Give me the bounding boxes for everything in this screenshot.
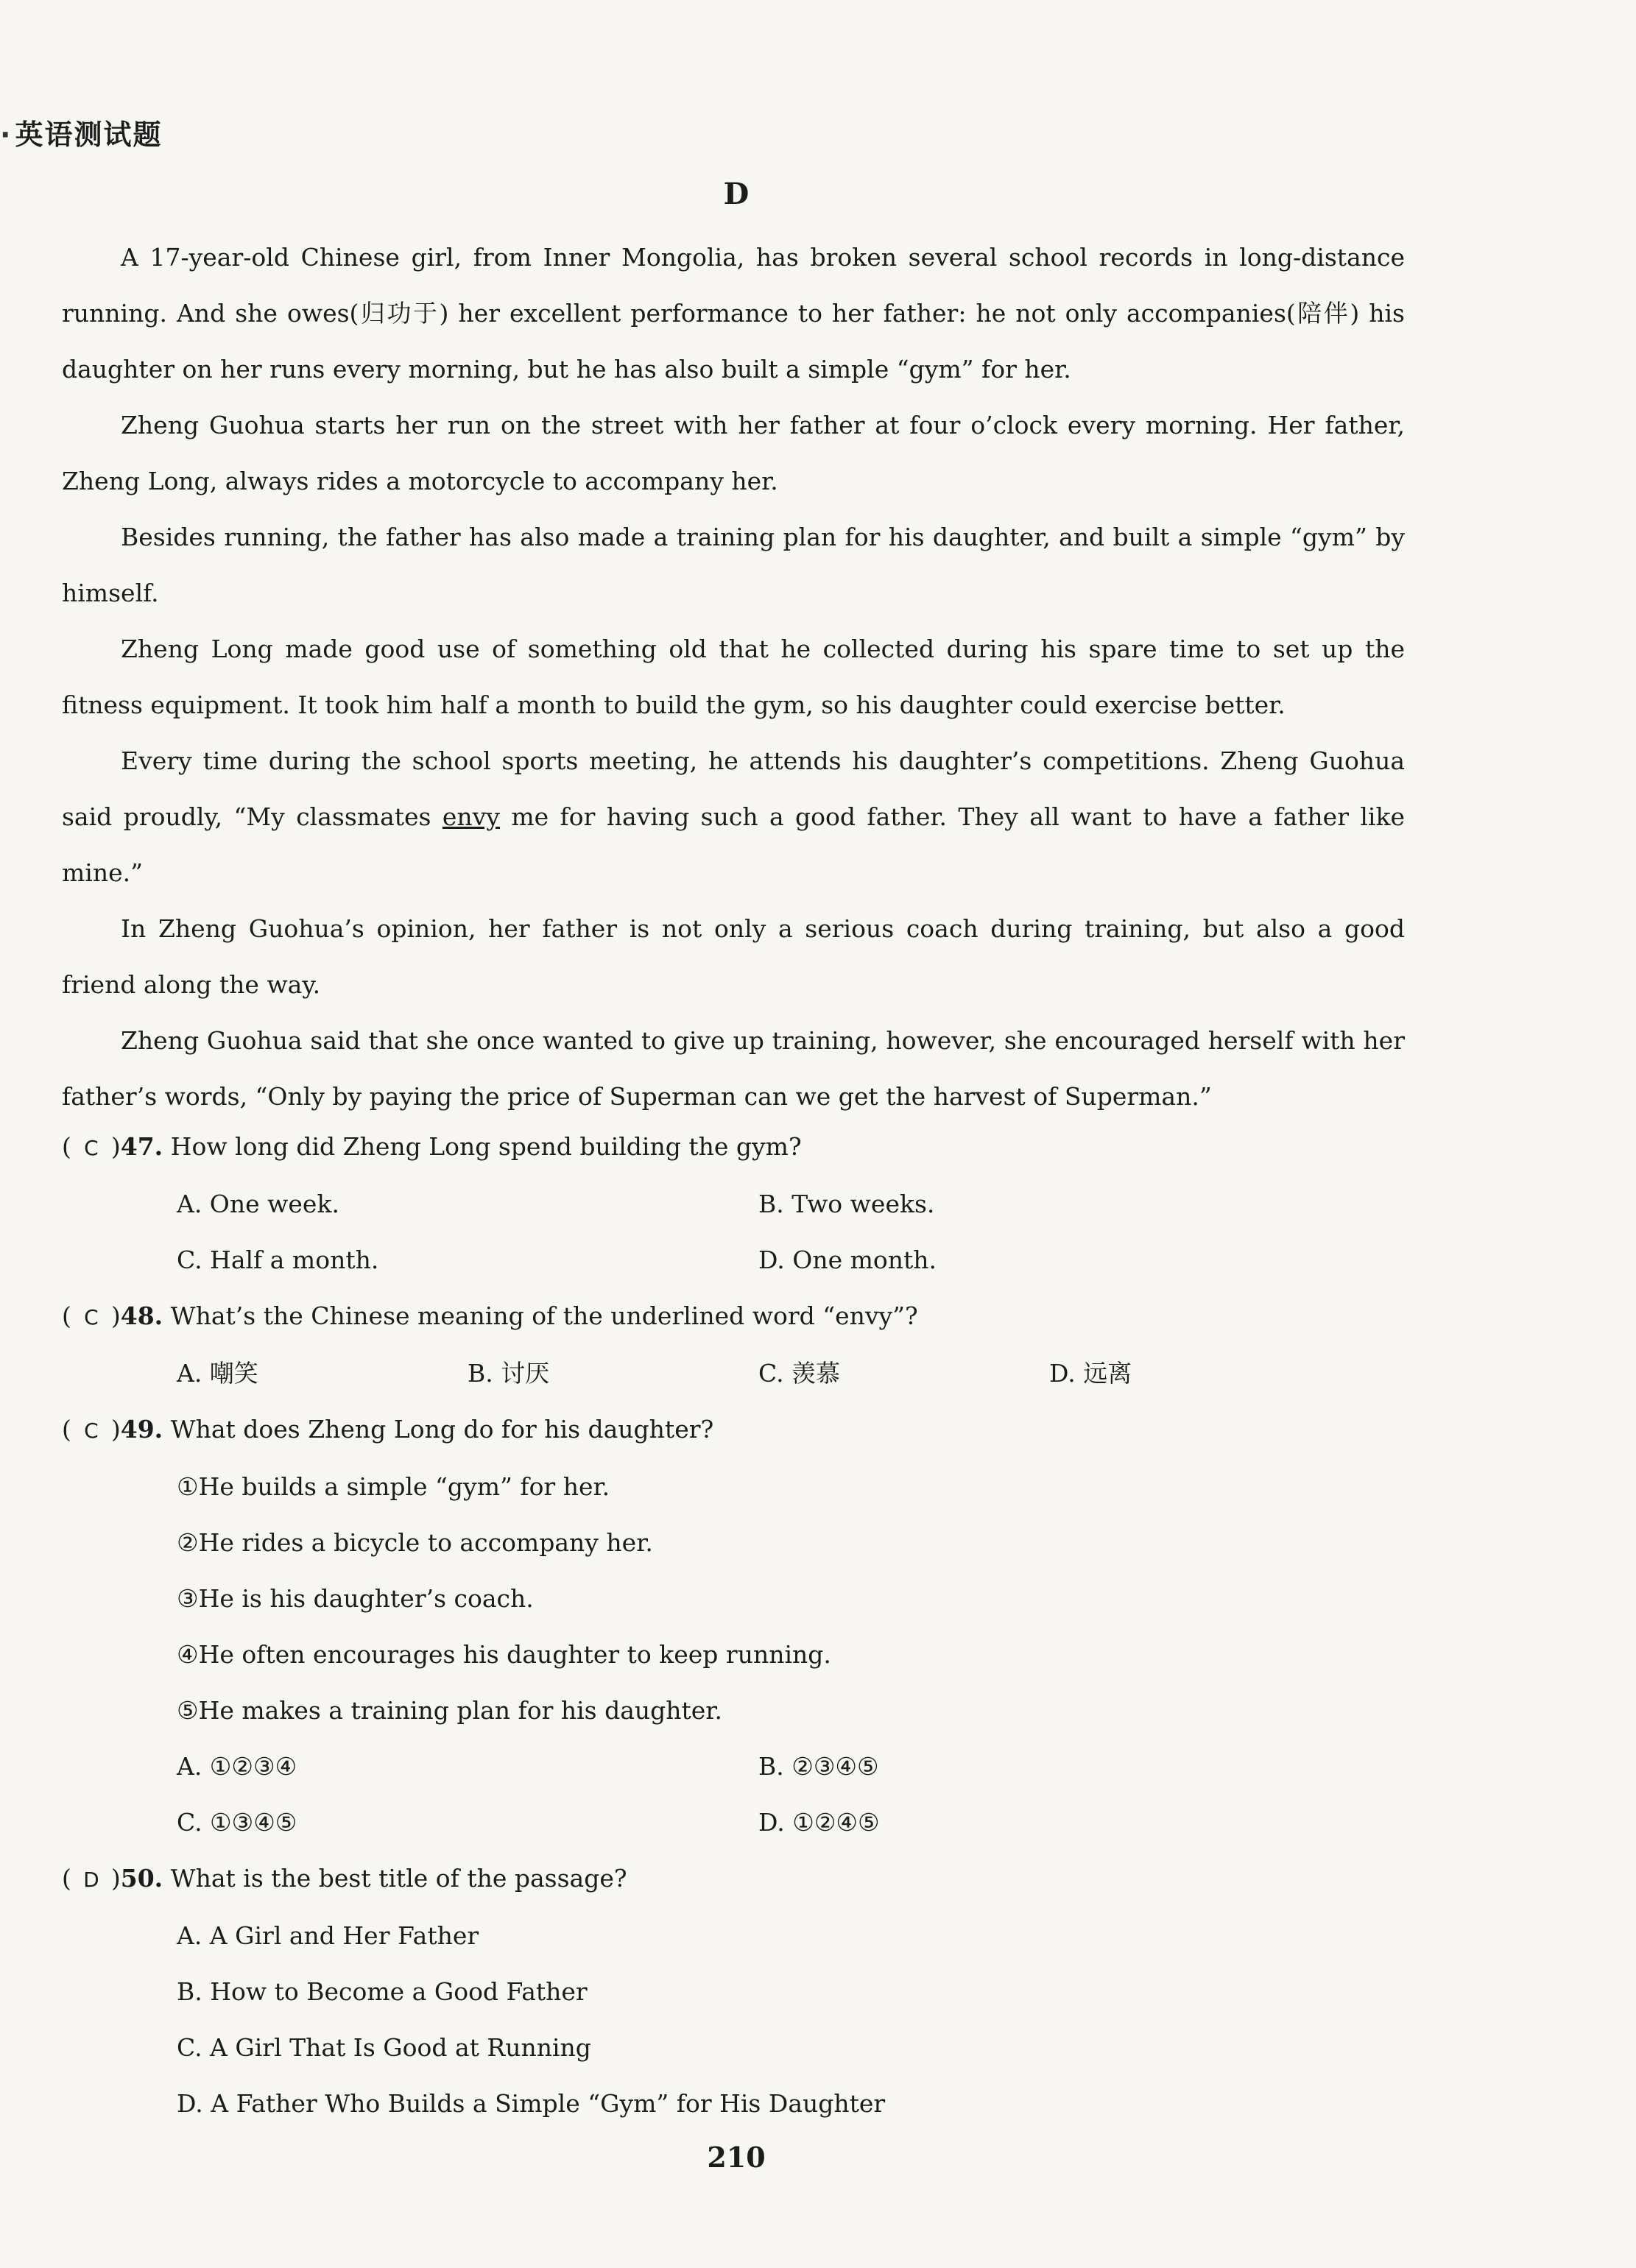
page-number: 210 [707,2141,766,2174]
option-a: A. A Girl and Her Father [177,1921,479,1950]
option-d: D. ①②④⑤ [758,1808,880,1837]
question-48 [62,1288,1405,1346]
answer-mark: C [84,1419,99,1443]
paragraph-text: Every time during the school sports meeting, he attends his daughter’s competitions. Zheng Guohua said proudly, “My classmates [62,746,1405,831]
question-number: 50. [120,1864,163,1893]
question-number: 49. [120,1415,163,1444]
statement-2: ②He rides a bicycle to accompany her. [177,1528,653,1557]
header-bullet-icon: · [0,119,13,151]
option-c: C. ①③④⑤ [177,1808,297,1837]
option-b: B. ②③④⑤ [758,1752,879,1781]
paragraph-text: me for having such a good father. They all want to have a father like mine.” [62,802,1405,887]
page-header [0,112,162,152]
option-a: A. 嘲笑 [177,1359,258,1388]
statement-5: ⑤He makes a training plan for his daughter. [177,1696,722,1725]
options-row [62,1795,1405,1851]
option-d: D. 远离 [1049,1359,1132,1388]
answer-mark: D [83,1868,99,1892]
passage-paragraph: In Zheng Guohua’s opinion, her father is not only a serious coach during training, but also a good friend along the way. [62,914,1405,999]
question-text: What is the best title of the passage? [170,1864,627,1893]
options-row [62,1739,1405,1795]
passage-paragraph: Zheng Long made good use of something old that he collected during his spare time to set up the fitness equipment. It took him half a month to build the gym, so his daughter could exercise better. [62,635,1405,719]
underlined-word: envy [442,802,500,831]
option-d: D. One month. [758,1246,937,1274]
section-letter: D [723,177,750,211]
question-number: 48. [120,1301,163,1330]
statement-3: ③He is his daughter’s coach. [177,1584,534,1613]
question-47 [62,1119,1405,1176]
option-c: C. 羡慕 [758,1359,841,1388]
question-49 [62,1402,1405,1459]
statement-4: ④He often encourages his daughter to keep running. [177,1640,831,1669]
answer-paren: ( C ) [62,1402,121,1459]
options-row [62,1232,1405,1288]
option-b: B. 讨厌 [468,1359,550,1388]
option-a: A. One week. [177,1190,339,1218]
question-number: 47. [120,1132,163,1161]
options-row [62,1346,1405,1402]
statement-1: ①He builds a simple “gym” for her. [177,1472,610,1501]
question-50 [62,1851,1405,1908]
question-text: How long did Zheng Long spend building the gym? [170,1132,802,1161]
question-text: What does Zheng Long do for his daughter? [170,1415,714,1444]
option-c: C. Half a month. [177,1246,379,1274]
passage-paragraph: Besides running, the father has also made a training plan for his daughter, and built a simple “gym” by himself. [62,523,1405,607]
options-row [62,1176,1405,1232]
passage-paragraph: A 17-year-old Chinese girl, from Inner Mongolia, has broken several school records in long-distance running. And she owes(归功于) her excellent performance to her father: he not only accompanies(陪伴) his daughter on her runs every morning, but he has also built a simple “gym” for her. [62,243,1405,384]
answer-mark: C [84,1136,99,1160]
reading-passage [62,230,1405,1125]
option-b: B. How to Become a Good Father [177,1977,588,2006]
answer-mark: C [84,1305,99,1329]
option-c: C. A Girl That Is Good at Running [177,2033,591,2062]
passage-paragraph: Zheng Guohua starts her run on the street with her father at four o’clock every morning. Her father, Zheng Long, always rides a motorcycle to accompany her. [62,411,1405,495]
option-d: D. A Father Who Builds a Simple “Gym” for His Daughter [177,2089,886,2118]
answer-paren: ( D ) [62,1851,121,1908]
header-title: 英语测试题 [15,119,163,151]
answer-paren: ( C ) [62,1288,121,1346]
question-text: What’s the Chinese meaning of the underlined word “envy”? [170,1301,918,1330]
passage-paragraph [62,733,1405,901]
answer-paren: ( C ) [62,1119,121,1176]
option-b: B. Two weeks. [758,1190,935,1218]
option-a: A. ①②③④ [177,1752,297,1781]
question-list [62,1119,1405,2132]
passage-paragraph: Zheng Guohua said that she once wanted to give up training, however, she encouraged herself with her father’s words, “Only by paying the price of Superman can we get the harvest of Superman.” [62,1026,1405,1111]
